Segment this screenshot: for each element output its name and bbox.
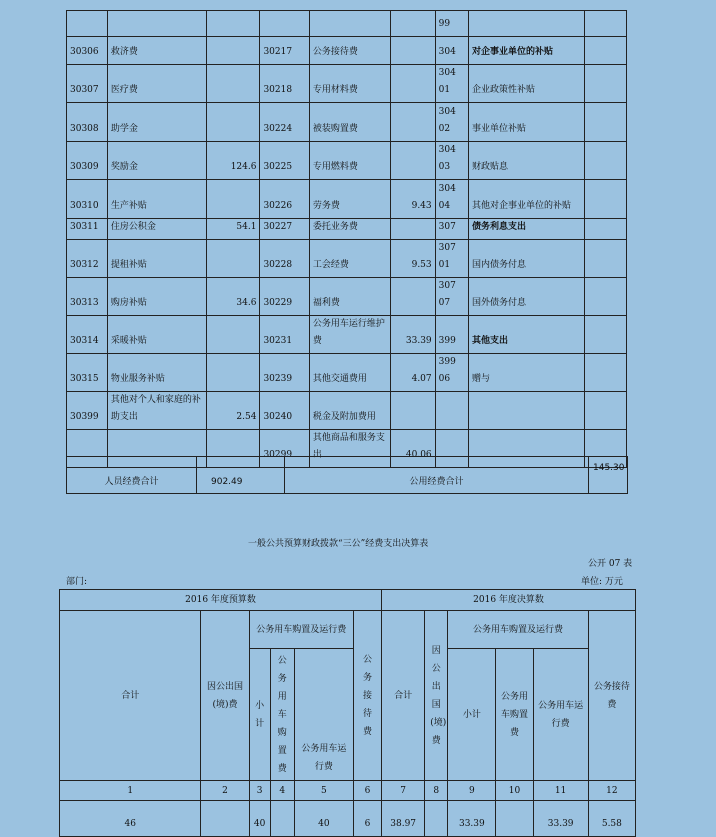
amount-cell: 4.07 bbox=[390, 354, 435, 392]
code-cell: 30228 bbox=[260, 240, 309, 278]
name-cell: 公务接待费 bbox=[309, 37, 390, 65]
name-cell bbox=[468, 392, 584, 430]
amount-cell bbox=[585, 240, 627, 278]
name-cell bbox=[107, 11, 206, 37]
amount-cell: 33.39 bbox=[390, 316, 435, 354]
code-cell: 399 bbox=[435, 316, 468, 354]
code-cell bbox=[260, 11, 309, 37]
value-cell: 38.97 bbox=[382, 801, 425, 837]
name-cell: 专用材料费 bbox=[309, 65, 390, 103]
name-cell: 医疗费 bbox=[107, 65, 206, 103]
amount-cell bbox=[585, 354, 627, 392]
amount-cell bbox=[206, 11, 260, 37]
column-number-cell: 9 bbox=[448, 781, 496, 801]
amount-cell bbox=[206, 316, 260, 354]
code-cell: 30315 bbox=[67, 354, 108, 392]
name-cell bbox=[309, 11, 390, 37]
value-cell bbox=[201, 801, 249, 837]
total-personnel-label: 人员经费合计 bbox=[67, 457, 197, 494]
table-code: 公开 07 表 bbox=[588, 559, 633, 569]
amount-cell: 9.43 bbox=[390, 180, 435, 219]
amount-cell bbox=[390, 37, 435, 65]
header-reception-final: 公务接待费 bbox=[588, 611, 635, 781]
code-cell: 304 01 bbox=[435, 65, 468, 103]
name-cell: 委托业务费 bbox=[309, 219, 390, 240]
code-cell: 30231 bbox=[260, 316, 309, 354]
header-car-buy-final: 公务用车购置费 bbox=[496, 649, 533, 781]
code-cell: 30226 bbox=[260, 180, 309, 219]
name-cell: 生产补贴 bbox=[107, 180, 206, 219]
amount-cell bbox=[585, 180, 627, 219]
table-row bbox=[67, 354, 627, 392]
amount-cell: 9.53 bbox=[390, 240, 435, 278]
amount-cell: 124.6 bbox=[206, 142, 260, 180]
amount-cell bbox=[206, 103, 260, 142]
name-cell: 企业政策性补贴 bbox=[468, 65, 584, 103]
name-cell: 其他对个人和家庭的补助支出 bbox=[107, 392, 206, 430]
name-cell: 专用燃料费 bbox=[309, 142, 390, 180]
header-car-budget: 公务用车购置及运行费 bbox=[249, 611, 353, 649]
code-cell: 307 07 bbox=[435, 278, 468, 316]
three-public-expenses-table bbox=[59, 589, 636, 837]
total-personnel-value: 902.49 bbox=[197, 457, 285, 494]
amount-cell bbox=[585, 278, 627, 316]
amount-cell bbox=[206, 37, 260, 65]
column-number-cell: 3 bbox=[249, 781, 270, 801]
code-cell: 30306 bbox=[67, 37, 108, 65]
table-title: 一般公共预算财政拨款“三公”经费支出决算表 bbox=[248, 539, 429, 549]
code-cell: 30224 bbox=[260, 103, 309, 142]
code-cell: 30307 bbox=[67, 65, 108, 103]
code-cell: 30229 bbox=[260, 278, 309, 316]
column-number-cell: 8 bbox=[425, 781, 448, 801]
column-number-cell: 1 bbox=[60, 781, 201, 801]
header-car-buy-budget: 公务用车购置费 bbox=[270, 649, 294, 781]
amount-cell bbox=[206, 180, 260, 219]
table-row bbox=[67, 11, 627, 37]
name-cell: 其他对企事业单位的补贴 bbox=[468, 180, 584, 219]
code-cell: 307 bbox=[435, 219, 468, 240]
name-cell: 被装购置费 bbox=[309, 103, 390, 142]
code-cell: 30225 bbox=[260, 142, 309, 180]
code-cell: 30311 bbox=[67, 219, 108, 240]
header-abroad-budget: 因公出国(境)费 bbox=[201, 611, 249, 781]
code-cell: 99 bbox=[435, 11, 468, 37]
amount-cell bbox=[390, 278, 435, 316]
amount-cell: 2.54 bbox=[206, 392, 260, 430]
name-cell: 国外债务付息 bbox=[468, 278, 584, 316]
name-cell: 税金及附加费用 bbox=[309, 392, 390, 430]
amount-cell: 54.1 bbox=[206, 219, 260, 240]
name-cell: 其他支出 bbox=[468, 316, 584, 354]
code-cell: 30227 bbox=[260, 219, 309, 240]
header-abroad-final: 因公出国(境)费 bbox=[425, 611, 448, 781]
value-cell bbox=[425, 801, 448, 837]
code-cell: 307 01 bbox=[435, 240, 468, 278]
header-final: 2016 年度决算数 bbox=[382, 590, 636, 611]
code-cell: 30399 bbox=[67, 392, 108, 430]
amount-cell bbox=[585, 142, 627, 180]
name-cell: 财政贴息 bbox=[468, 142, 584, 180]
column-number-cell: 7 bbox=[382, 781, 425, 801]
header-total-budget: 合计 bbox=[60, 611, 201, 781]
value-cell: 6 bbox=[353, 801, 381, 837]
code-cell: 30217 bbox=[260, 37, 309, 65]
name-cell: 劳务费 bbox=[309, 180, 390, 219]
value-cell: 33.39 bbox=[448, 801, 496, 837]
code-cell: 304 03 bbox=[435, 142, 468, 180]
name-cell: 助学金 bbox=[107, 103, 206, 142]
amount-cell bbox=[585, 316, 627, 354]
code-cell: 30218 bbox=[260, 65, 309, 103]
department-label: 部门: bbox=[66, 577, 88, 587]
value-cell bbox=[496, 801, 533, 837]
header-subtotal-final: 小计 bbox=[448, 649, 496, 781]
amount-cell bbox=[585, 392, 627, 430]
header-reception-budget: 公务接待费 bbox=[353, 611, 381, 781]
value-cell bbox=[270, 801, 294, 837]
code-cell: 30308 bbox=[67, 103, 108, 142]
value-cell: 40 bbox=[294, 801, 353, 837]
amount-cell bbox=[206, 240, 260, 278]
code-cell: 30314 bbox=[67, 316, 108, 354]
amount-cell bbox=[585, 11, 627, 37]
amount-cell bbox=[390, 392, 435, 430]
name-cell: 对企事业单位的补贴 bbox=[468, 37, 584, 65]
code-cell bbox=[67, 11, 108, 37]
column-number-cell: 4 bbox=[270, 781, 294, 801]
header-budget: 2016 年度预算数 bbox=[60, 590, 382, 611]
amount-cell bbox=[206, 354, 260, 392]
code-cell: 399 06 bbox=[435, 354, 468, 392]
column-number-cell: 5 bbox=[294, 781, 353, 801]
header-car-run-final: 公务用车运行费 bbox=[533, 649, 588, 781]
column-number-cell: 11 bbox=[533, 781, 588, 801]
column-number-cell: 10 bbox=[496, 781, 533, 801]
unit-label: 单位: 万元 bbox=[581, 577, 623, 587]
value-cell: 46 bbox=[60, 801, 201, 837]
table-row bbox=[67, 37, 627, 65]
amount-cell: 34.6 bbox=[206, 278, 260, 316]
column-number-cell: 6 bbox=[353, 781, 381, 801]
table-row bbox=[67, 316, 627, 354]
column-number-cell: 2 bbox=[201, 781, 249, 801]
code-cell bbox=[435, 392, 468, 430]
amount-cell bbox=[585, 37, 627, 65]
name-cell: 事业单位补贴 bbox=[468, 103, 584, 142]
code-cell: 30299 bbox=[260, 430, 309, 468]
column-number-cell: 12 bbox=[588, 781, 635, 801]
code-cell: 30313 bbox=[67, 278, 108, 316]
header-subtotal-budget: 小计 bbox=[249, 649, 270, 781]
header-total-final: 合计 bbox=[382, 611, 425, 781]
table-row bbox=[67, 103, 627, 142]
value-cell: 33.39 bbox=[533, 801, 588, 837]
name-cell: 其他交通费用 bbox=[309, 354, 390, 392]
amount-cell bbox=[585, 103, 627, 142]
value-cell: 40 bbox=[249, 801, 270, 837]
table-row bbox=[67, 180, 627, 219]
name-cell bbox=[468, 11, 584, 37]
name-cell: 救济费 bbox=[107, 37, 206, 65]
amount-cell bbox=[585, 219, 627, 240]
amount-cell bbox=[390, 103, 435, 142]
amount-cell: 40.06 bbox=[390, 430, 435, 468]
amount-cell bbox=[390, 11, 435, 37]
name-cell: 购房补贴 bbox=[107, 278, 206, 316]
amount-cell bbox=[390, 65, 435, 103]
name-cell: 奖励金 bbox=[107, 142, 206, 180]
name-cell: 其他商品和服务支出 bbox=[309, 430, 390, 468]
name-cell: 提租补贴 bbox=[107, 240, 206, 278]
header-car-run-budget: 公务用车运行费 bbox=[294, 649, 353, 781]
name-cell: 债务利息支出 bbox=[468, 219, 584, 240]
total-public-value: 145.30 bbox=[589, 457, 628, 494]
name-cell: 采暖补贴 bbox=[107, 316, 206, 354]
amount-cell bbox=[390, 219, 435, 240]
table-row bbox=[67, 219, 627, 240]
code-cell: 30240 bbox=[260, 392, 309, 430]
amount-cell bbox=[390, 142, 435, 180]
code-cell: 304 bbox=[435, 37, 468, 65]
code-cell: 30312 bbox=[67, 240, 108, 278]
code-cell: 30310 bbox=[67, 180, 108, 219]
table-row bbox=[67, 65, 627, 103]
table-row bbox=[67, 240, 627, 278]
name-cell: 国内债务付息 bbox=[468, 240, 584, 278]
amount-cell bbox=[206, 65, 260, 103]
code-cell: 304 04 bbox=[435, 180, 468, 219]
code-cell: 304 02 bbox=[435, 103, 468, 142]
amount-cell bbox=[585, 65, 627, 103]
expenditure-total-table bbox=[66, 456, 628, 494]
name-cell: 赠与 bbox=[468, 354, 584, 392]
value-cell: 5.58 bbox=[588, 801, 635, 837]
code-cell: 30239 bbox=[260, 354, 309, 392]
expenditure-detail-table bbox=[66, 10, 627, 468]
name-cell: 工会经费 bbox=[309, 240, 390, 278]
table-row bbox=[67, 278, 627, 316]
total-public-label: 公用经费合计 bbox=[285, 457, 589, 494]
table-row bbox=[67, 392, 627, 430]
name-cell: 住房公积金 bbox=[107, 219, 206, 240]
name-cell: 物业服务补贴 bbox=[107, 354, 206, 392]
name-cell: 福利费 bbox=[309, 278, 390, 316]
name-cell: 公务用车运行维护费 bbox=[309, 316, 390, 354]
table-row bbox=[67, 142, 627, 180]
header-car-final: 公务用车购置及运行费 bbox=[448, 611, 588, 649]
code-cell: 30309 bbox=[67, 142, 108, 180]
